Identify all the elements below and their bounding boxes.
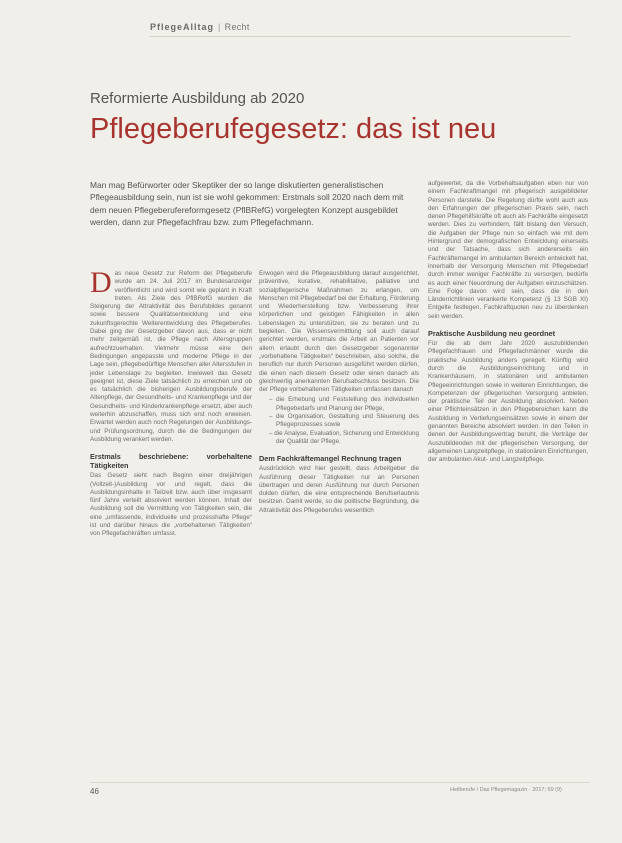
column-3 [428,180,588,465]
list-item: – die Organisation, Gestaltung und Steuerung des Pflegeprozesses sowie [269,413,419,430]
article-kicker: Reformierte Ausbildung ab 2020 [90,90,305,107]
bullet-list [259,396,419,446]
publication-footer: Heilberufe / Das Pflegemagazin · 2017; 69 (9) [450,787,562,793]
paragraph: Erwogen wird die Pflegeausbildung darauf ausgerichtet, präventive, kurative, rehabilitative, palliative und sozialpflegerische Maßnahmen zu erlangen, um Menschen mit Pflegebedarf bei der Erhaltung, Förderung und Wiederherstellung bzw. Verbesserung ihrer körperlichen und geistigen Fähigkeiten in allen Lebenslagen zu unterstützen, sie zu beraten und zu begleiten. Die Wissensvermittlung soll auch darauf gerichtet werden, erstmals die Arbeit an Patienten vor allem erlaubt durch den Gesetzgeber sogenannter „vorbehaltene Tätigkeiten“ beschrieben, also solche, die beruflich nur durch Personen ausgeführt werden dürfen, die einen nach diesem Gesetz oder einen danach als gleichwertig anerkannten Berufsabschluss besitzen. Die der Pflege vorbehaltenen Tätigkeiten umfassen danach [259,270,419,394]
header-brand: PflegeAlltag [150,22,215,32]
column-2 [259,270,419,515]
column-1 [90,266,252,539]
subheading: Praktische Ausbildung neu geordnet [428,329,556,339]
article-title: Pflegeberufegesetz: das ist neu [90,113,497,145]
paragraph: Für die ab dem Jahr 2020 auszubildenden Pflegefachfrauen und Pflegefachmänner wurde die praktische Ausbildung anders geregelt. Künftig wird durch die Ausbildungseinrichtung und in Krankenhäusern, in stationären und ambulanten Pflegeeinrichtungen sowie in weiteren Einrichtungen, die Kompetenzen der pflegerischen Versorgung anbieten, der praktische Teil der Ausbildung absolviert. Neben einer Pflichteinsätzen in den Pflegebereichen kann die Ausbildung in Vertiefungseinsätzen sowie in einem der genannten Bereiche absolviert werden. In den Teilen in denen der Ausbildungsvertrag beruht, die Verträge der Auszubildenden mit der pflegerischen Versorgung, der allgemeinen Langzeitpflege, in stationären Einrichtungen, der ambulanten Akut- und Langzeitpflege. [428,340,588,464]
article-intro: Man mag Befürworter oder Skeptiker der so lange diskutierten generalistischen Pflegeausbildung sein, nun ist sie wohl gekommen: Erstmals soll 2020 nach dem mit dem neuen Pflegeberufereformgesetz (PflBRefG) vorgelegten Konzept ausgebildet werden, dann zur Pflegefachfrau bzw. zum Pflegefachmann. [90,180,404,228]
subheading: Dem Fachkräftemangel Rechnung tragen [259,454,402,464]
page-number: 46 [90,787,99,796]
dropcap: D [90,266,112,299]
list-item: – die Analyse, Evaluation, Sicherung und Entwicklung der Qualität der Pflege. [269,430,419,447]
subheading: Erstmals beschriebene: vorbehaltene Tätigkeiten [90,452,252,471]
paragraph: aufgewertet, da die Vorbehaltsaufgaben eben nur von einem Fachkraftmangel mit pflegerisch ausgebildeter Personen darstelle. Die Regelung dürfte wohl auch aus den Erfahrungen der pflegerischen Praxis sein, nach denen Pflegehilfskräfte oft auch als Fachkräfte eingesetzt werden. Dies zu verhindern, fällt bislang den Versuch, die Aufgaben der Pflege nun so einfach wie mit dem Hintergrund der demografischen Entwicklung einerseits und der Tatsache, dass sich andererseits ein Fachkräftemangel im ambulanten Bereich entwickelt hat, innerhalb der Versorgung Menschen mit Pflegebedarf durch immer weniger Fachkräfte zu versorgen, bedürfe es auch einer Neuordnung der Aufgaben einzuschätzen. Eine Folge davon wird sein, dass die in den Länderrichtlinien verankerte Kompetenz (§ 13 SGB XI) Entgelte festlegen, Fachkraftquoten neu zu überdenken sein werden. [428,180,588,320]
list-item: – die Erhebung und Feststellung des individuellen Pflegebedarfs und Planung der Pflege, [269,396,419,413]
paragraph: Das Gesetz sieht nach Beginn einer dreijährigen (Vollzeit-)Ausbildung vor und regelt, dass die Ausbildungsinhalte in Teilzeit bzw. auch über insgesamt fünf Jahre verteilt absolviert werden können. Inhalt der Ausbildung soll die Vermittlung von Tätigkeiten sein, die eine „umfassende, individuelle und prozesshafte Pflege“ ist und darüber hinaus die „vorbehaltenen Tätigkeiten“ von Pflegefachkräften umfasst. [90,472,252,538]
footer-rule [90,782,590,783]
running-header [150,22,250,32]
header-rule [150,36,570,37]
paragraph: Ausdrücklich wird hier gestellt, dass Arbeitgeber die Ausführung dieser Tätigkeiten nur an Personen übertragen und deren Ausführung nur durch Personen dulden dürfen, die eine entsprechende Berufserlaubnis besitzen. Damit werde, so die politische Begründung, die Attraktivität des Pflegeberufes wesentlich [259,465,419,514]
header-section: Recht [224,22,250,32]
paragraph [90,266,252,444]
header-separator: | [218,22,221,32]
paragraph-text: as neue Gesetz zur Reform der Pflegeberufe wurde am 24. Juli 2017 im Bundesanzeiger veröffentlicht und wird somit wie geplant in Kraft treten. Als Ziele des PflBRefG wurden die Steigerung der Attraktivität des Berufsbildes genannt sowie bessere Qualitätsentwicklung und eine zukunftsgerechte Weiterentwicklung des Pflegeberufes. Dabei ging der Gesetzgeber davon aus, dass er nicht mehr zeitgemäß ist, die Pflege nach Altersgruppen aufrechtzuerhalten. Vielmehr müsse eine den Bedingungen angepasste und moderne Pflege in der Lage sein, pflegebedürftige Menschen aller Altersstufen in jeder Lebenslage zu begleiten. Inwieweit das Gesetz geeignet ist, diese Ziele tatsächlich zu erreichen und ob es tatsächlich die bisherigen Ausbildungsberufe der Altenpflege, der Gesundheits- und Krankenpflege und der Gesundheits- und Kinderkrankenpflege ersetzt, aber auch weiterhin abzuschaffen, muss sich erst noch erweisen. Erwartet werden auch noch Regelungen der Ausbildungs- und Prüfungsordnung, durch die die Bedingungen der Ausbildung verankert werden. [90,270,252,443]
